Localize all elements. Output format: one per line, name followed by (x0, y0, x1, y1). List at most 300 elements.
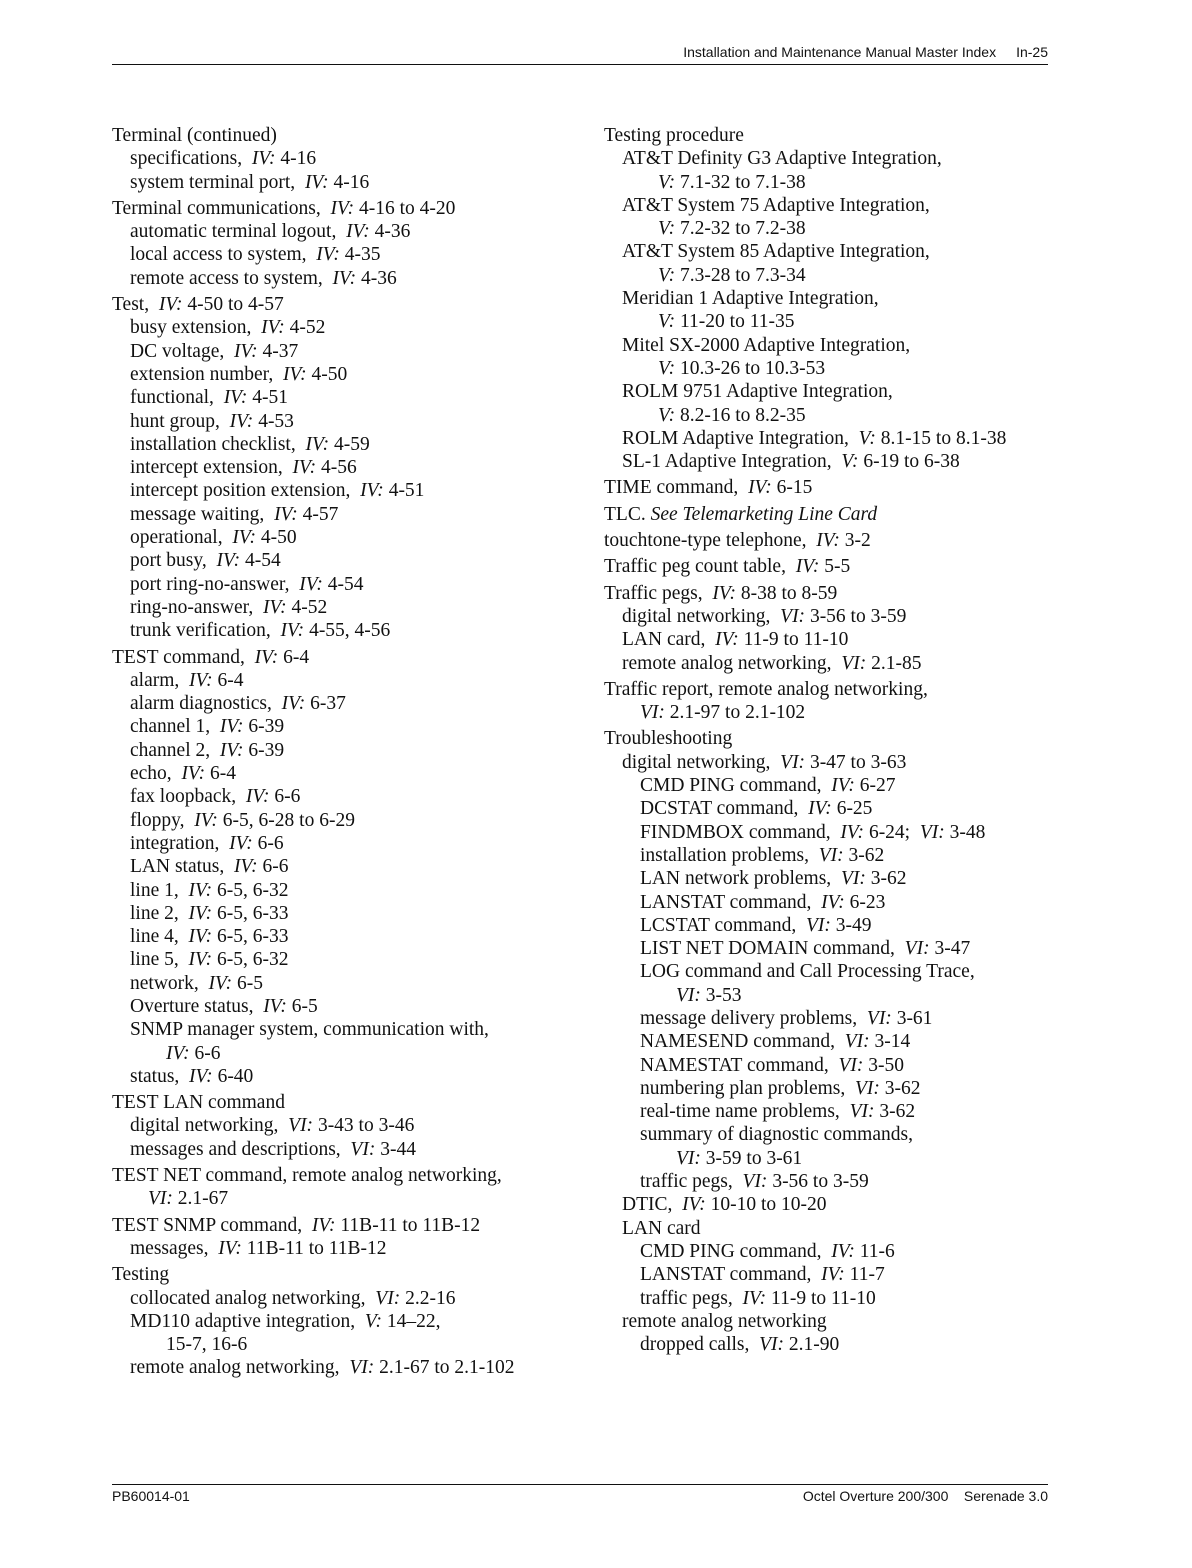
entry-text: TEST SNMP command, (112, 1214, 312, 1236)
header-rule (112, 64, 1048, 65)
volume-ref: VI: (904, 938, 930, 960)
entry-text: collocated analog networking, (130, 1287, 376, 1309)
index-subentry (604, 287, 1048, 334)
index-subentry (604, 450, 1048, 473)
volume-ref: IV: (189, 1065, 213, 1087)
entry-text: traffic pegs, (640, 1287, 743, 1309)
entry-text: LANSTAT command, (640, 1264, 822, 1286)
index-entry-line (130, 619, 582, 642)
index-entry-line (130, 692, 582, 715)
index-entry-line (130, 479, 582, 502)
index-subentry (112, 925, 582, 948)
index-entry-line (640, 1170, 1048, 1193)
volume-ref: IV: (299, 573, 323, 595)
entry-text: 11-7 (844, 1264, 885, 1286)
entry-text: 3-49 (830, 914, 872, 936)
index-entry-line (130, 879, 582, 902)
index-subentry (604, 937, 1048, 960)
entry-text: hunt group, (130, 410, 230, 432)
entry-text: line 4, (130, 926, 189, 948)
volume-ref: VI: (640, 702, 665, 724)
index-entry-line (604, 529, 1048, 552)
volume-ref: IV: (346, 221, 370, 243)
index-entry-line (622, 287, 1048, 310)
index-entry-line (130, 243, 582, 266)
index-entry-line (130, 526, 582, 549)
index-entry-continuation (622, 310, 1048, 333)
entry-text: NAMESEND command, (640, 1031, 845, 1053)
entry-text: 7.1-32 to 7.1-38 (675, 171, 806, 193)
index-entry-line (640, 1030, 1048, 1053)
volume-ref: IV: (262, 596, 287, 618)
entry-text: Overture status, (130, 995, 264, 1017)
index-entry-line (130, 549, 582, 572)
index-entry-line (622, 380, 1048, 403)
entry-text: operational, (130, 527, 233, 549)
volume-ref: IV: (831, 775, 855, 797)
entry-text: integration, (130, 832, 230, 854)
entry-text: 3-56 to 3-59 (805, 605, 907, 627)
entry-text: 4-50 (306, 363, 348, 385)
index-entry-line (112, 646, 582, 669)
entry-text: status, (130, 1065, 190, 1087)
entry-text: network, (130, 972, 209, 994)
entry-text: Mitel SX-2000 Adaptive Integration, (622, 334, 911, 356)
volume-ref: IV: (712, 582, 736, 604)
index-subentry (112, 692, 582, 715)
volume-ref: IV: (316, 244, 340, 266)
entry-text: 2.1-90 (784, 1334, 840, 1356)
entry-text: 6-4 (205, 763, 236, 785)
entry-text: ROLM Adaptive Integration, (622, 427, 859, 449)
entry-text: 4-53 (253, 410, 294, 432)
volume-ref: IV: (795, 556, 820, 578)
volume-ref: IV: (188, 949, 213, 971)
index-entry-line (130, 832, 582, 855)
index-entry-line (130, 1310, 582, 1333)
entry-text: messages and descriptions, (130, 1138, 351, 1160)
volume-ref: IV: (816, 530, 840, 552)
index-subentry (112, 855, 582, 878)
index-subentry (112, 549, 582, 572)
entry-text: 6-4 (212, 669, 244, 691)
index-subentry (604, 652, 1048, 675)
volume-ref: V: (841, 451, 859, 473)
index-entry-line (130, 855, 582, 878)
volume-ref: IV: (251, 148, 276, 170)
volume-ref: V: (658, 218, 676, 240)
volume-ref: VI: (855, 1077, 880, 1099)
index-entry-continuation (640, 1147, 1048, 1170)
entry-text: 6-5 (232, 972, 264, 994)
volume-ref: VI: (676, 984, 701, 1006)
entry-text: Testing procedure (604, 125, 744, 146)
entry-text: 4-54 (322, 573, 364, 595)
entry-text: channel 2, (130, 739, 220, 761)
entry-text: functional, (130, 387, 224, 409)
index-entry (112, 646, 582, 669)
volume-ref: VI: (349, 1357, 375, 1379)
index-entry-line (604, 727, 1048, 750)
index-entry (604, 503, 1048, 526)
entry-text: 8-38 to 8-59 (735, 582, 838, 604)
index-subentry (112, 456, 582, 479)
entry-text: 6-39 (243, 739, 285, 761)
volume-ref: IV: (742, 1287, 767, 1309)
index-entry-line (130, 1287, 582, 1310)
entry-text: 3-62 (879, 1077, 921, 1099)
index-subentry (112, 479, 582, 502)
entry-text: dropped calls, (640, 1334, 760, 1356)
index-subentry (112, 948, 582, 971)
index-subentry (604, 605, 1048, 628)
index-subentry (604, 1263, 1048, 1286)
index-entry-line (622, 652, 1048, 675)
index-entry-line (130, 948, 582, 971)
index-subentry (112, 596, 582, 619)
entry-text: 4-16 to 4-20 (354, 197, 456, 219)
entry-text: AT&T Definity G3 Adaptive Integration, (622, 148, 942, 170)
index-entry-line (622, 450, 1048, 473)
index-subentry (112, 1018, 582, 1065)
entry-text: 6-5, 6-28 to 6-29 (217, 809, 355, 831)
index-entry-line (604, 476, 1048, 499)
volume-ref: IV: (748, 477, 772, 499)
entry-text: 11B-11 to 11B-12 (335, 1214, 481, 1236)
index-entry-line (130, 340, 582, 363)
entry-text: MD110 adaptive integration, (130, 1310, 365, 1332)
entry-text: 4-55, 4-56 (304, 620, 391, 642)
index-entry-continuation (622, 404, 1048, 427)
index-subentry (604, 1333, 1048, 1356)
entry-text: line 1, (130, 879, 189, 901)
index-entry-line (640, 797, 1048, 820)
volume-ref: IV: (831, 1240, 855, 1262)
index-entry-line (622, 605, 1048, 628)
entry-text: Testing (112, 1264, 170, 1286)
entry-text: 5-5 (819, 556, 851, 578)
volume-ref: VI: (806, 914, 831, 936)
index-entry (112, 1164, 582, 1211)
index-entry (604, 678, 1048, 725)
entry-text: summary of diagnostic commands, (640, 1124, 913, 1146)
volume-ref: VI: (288, 1115, 314, 1137)
volume-ref: VI: (919, 821, 945, 843)
entry-text: 4-52 (286, 596, 328, 618)
volume-ref: V: (658, 404, 676, 426)
index-subentry (604, 194, 1048, 241)
volume-ref: IV: (292, 457, 317, 479)
index-subentry (112, 995, 582, 1018)
entry-text: 11B-11 to 11B-12 (241, 1237, 387, 1259)
entry-text: 3-56 to 3-59 (767, 1171, 869, 1193)
index-subentry (112, 340, 582, 363)
entry-text: 3-47 to 3-63 (805, 751, 907, 773)
index-subentry (112, 1114, 582, 1137)
index-entry-line (622, 147, 1048, 170)
entry-text: line 2, (130, 902, 189, 924)
index-column-left (112, 124, 582, 1380)
index-entry-continuation (622, 357, 1048, 380)
index-subentry (112, 316, 582, 339)
entry-text: 4-36 (369, 221, 411, 243)
entry-text: LAN status, (130, 856, 234, 878)
entry-text: TEST LAN command (112, 1092, 285, 1114)
volume-ref: IV: (360, 480, 384, 502)
entry-text: specifications, (130, 148, 252, 170)
entry-text: real-time name problems, (640, 1101, 850, 1123)
entry-text: SL-1 Adaptive Integration, (622, 451, 842, 473)
entry-text: 2.1-97 to 2.1-102 (664, 702, 806, 724)
index-entry-line (130, 456, 582, 479)
volume-ref: VI: (818, 844, 844, 866)
index-subentry (604, 240, 1048, 287)
entry-text: AT&T System 85 Adaptive Integration, (622, 241, 930, 263)
entry-text: installation checklist, (130, 433, 306, 455)
index-subentry (604, 1077, 1048, 1100)
index-entry-line (112, 1164, 582, 1187)
footer-product: Octel Overture 200/300 Serenade 3.0 (802, 1488, 1048, 1504)
index-entry-line (622, 1193, 1048, 1216)
index-entry-line (130, 762, 582, 785)
index-entry-line (130, 220, 582, 243)
index-subentry (112, 619, 582, 642)
volume-ref: IV: (208, 972, 233, 994)
entry-text: 7.3-28 to 7.3-34 (675, 264, 806, 286)
index-subentry (112, 1310, 582, 1357)
index-entry-line (130, 503, 582, 526)
entry-text: Terminal (continued) (112, 125, 277, 146)
index-entry-line (130, 1138, 582, 1161)
index-subentry (112, 739, 582, 762)
index-subentry (604, 1310, 1048, 1333)
entry-text: numbering plan problems, (640, 1077, 856, 1099)
header-page-number: In-25 (1016, 44, 1048, 60)
volume-ref: IV: (821, 891, 845, 913)
volume-ref: IV: (280, 620, 305, 642)
index-subentry (112, 879, 582, 902)
index-entry-line (640, 1054, 1048, 1077)
entry-text: 4-52 (284, 317, 326, 339)
index-entry-line (112, 124, 582, 147)
entry-text: LAN network problems, (640, 868, 841, 890)
entry-text: 10-10 to 10-20 (705, 1194, 827, 1216)
entry-text: messages, (130, 1237, 219, 1259)
index-subentry (112, 410, 582, 433)
volume-ref: V: (658, 264, 676, 286)
entry-text: 6-6 (189, 1042, 221, 1064)
index-subentry (604, 1287, 1048, 1310)
entry-text: 4-56 (316, 457, 357, 479)
index-entry-line (130, 147, 582, 170)
index-subentry (604, 797, 1048, 820)
index-entry-line (112, 197, 582, 220)
volume-ref: VI: (866, 1007, 892, 1029)
entry-text: LAN card (622, 1217, 701, 1239)
index-subentry (604, 380, 1048, 427)
volume-ref: IV: (304, 171, 329, 193)
volume-ref: IV: (232, 527, 256, 549)
entry-text: Traffic peg count table, (604, 556, 796, 578)
index-subentry (112, 972, 582, 995)
index-entry-line (604, 503, 1048, 526)
entry-text: 4-35 (339, 244, 381, 266)
entry-text: 7.2-32 to 7.2-38 (675, 218, 806, 240)
index-subentry (604, 1193, 1048, 1216)
entry-text: 4-16 (275, 148, 317, 170)
index-entry-line (622, 1310, 1048, 1333)
index-subentry (604, 1170, 1048, 1193)
volume-ref: VI: (844, 1031, 870, 1053)
index-entry-line (130, 925, 582, 948)
entry-text: TEST NET command, remote analog networking, (112, 1165, 502, 1187)
index-entry (604, 529, 1048, 552)
index-entry-line (640, 914, 1048, 937)
volume-ref: VI: (840, 868, 866, 890)
volume-ref: IV: (808, 798, 832, 820)
entry-text: extension number, (130, 363, 284, 385)
index-subentry (112, 433, 582, 456)
entry-text: automatic terminal logout, (130, 221, 347, 243)
index-subentry (604, 1123, 1048, 1170)
index-subentry (604, 914, 1048, 937)
entry-text: 6-4 (278, 646, 310, 668)
index-entry-line (130, 972, 582, 995)
index-entry-line (622, 628, 1048, 651)
index-entry-line (130, 433, 582, 456)
index-entry-line (130, 669, 582, 692)
volume-ref: VI: (759, 1334, 785, 1356)
index-subentry (112, 669, 582, 692)
entry-text: fax loopback, (130, 786, 246, 808)
index-entry-line (130, 267, 582, 290)
volume-ref: IV: (245, 786, 270, 808)
index-subentry (112, 1287, 582, 1310)
index-entry-line (640, 1333, 1048, 1356)
entry-text: system terminal port, (130, 171, 305, 193)
entry-text: intercept extension, (130, 457, 293, 479)
index-subentry (112, 503, 582, 526)
volume-ref: IV: (229, 832, 253, 854)
entry-text: LIST NET DOMAIN command, (640, 938, 905, 960)
index-subentry (112, 573, 582, 596)
entry-text: 6-40 (212, 1065, 254, 1087)
entry-text: 3-62 (874, 1101, 916, 1123)
volume-ref: IV: (305, 433, 330, 455)
index-subentry (112, 386, 582, 409)
entry-text: CMD PING command, (640, 1240, 832, 1262)
entry-text: 11-9 to 11-10 (738, 629, 849, 651)
index-entry-line (640, 844, 1048, 867)
index-entry-line (604, 678, 1048, 701)
index-entry-line (640, 960, 1048, 983)
index-entry-continuation (622, 264, 1048, 287)
entry-text: 6-6 (252, 832, 284, 854)
volume-ref: IV: (188, 902, 213, 924)
entry-text: message delivery problems, (640, 1007, 867, 1029)
volume-ref: IV: (261, 317, 285, 339)
volume-ref: VI: (350, 1138, 376, 1160)
entry-text: local access to system, (130, 244, 317, 266)
index-entry-line (622, 194, 1048, 217)
entry-text: 2.2-16 (400, 1287, 456, 1309)
index-entry (604, 555, 1048, 578)
index-entry-line (622, 240, 1048, 263)
entry-text: 6-5, 6-33 (212, 902, 289, 924)
index-entry-line (640, 867, 1048, 890)
entry-text: touchtone-type telephone, (604, 530, 817, 552)
entry-text: 8.2-16 to 8.2-35 (675, 404, 806, 426)
entry-text: 3-53 (700, 984, 742, 1006)
index-subentry (112, 363, 582, 386)
index-subentry (604, 751, 1048, 774)
entry-text: 3-48 (944, 821, 986, 843)
entry-text: LANSTAT command, (640, 891, 822, 913)
entry-text: 2.1-67 (172, 1188, 229, 1210)
index-entry (112, 293, 582, 316)
entry-text: line 5, (130, 949, 189, 971)
entry-text: 4-54 (240, 550, 281, 572)
volume-ref: VI: (375, 1287, 401, 1309)
index-subentry (604, 774, 1048, 797)
entry-text: 6-5 (286, 995, 318, 1017)
index-entry (112, 197, 582, 220)
entry-text: Traffic pegs, (604, 582, 713, 604)
index-entry (112, 1214, 582, 1237)
volume-ref: IV: (254, 646, 279, 668)
volume-ref: IV: (311, 1214, 336, 1236)
volume-ref: IV: (188, 926, 213, 948)
index-subentry (604, 1030, 1048, 1053)
entry-text: TIME command, (604, 477, 749, 499)
entry-text: LCSTAT command, (640, 914, 806, 936)
index-entry-line (130, 386, 582, 409)
index-entry-line (112, 1091, 582, 1114)
entry-text: alarm diagnostics, (130, 693, 282, 715)
entry-text: 3-2 (839, 530, 871, 552)
entry-text: 3-59 to 3-61 (700, 1147, 803, 1169)
index-entry-line (604, 124, 1048, 147)
entry-text: Test, (112, 294, 159, 316)
volume-ref: IV: (233, 340, 258, 362)
index-entry-line (640, 891, 1048, 914)
running-header (112, 44, 1048, 64)
index-entry-line (130, 902, 582, 925)
volume-ref: IV: (234, 856, 258, 878)
volume-ref: IV: (715, 629, 739, 651)
index-subentry (112, 526, 582, 549)
index-subentry (112, 809, 582, 832)
entry-text: 3-62 (865, 868, 907, 890)
volume-ref: IV: (263, 995, 287, 1017)
index-entry-continuation (604, 701, 1048, 724)
index-entry-line (640, 1100, 1048, 1123)
volume-ref: IV: (188, 879, 213, 901)
entry-text: 2.1-85 (866, 652, 922, 674)
entry-text: 4-37 (257, 340, 299, 362)
index-entry-line (112, 293, 582, 316)
entry-text: 6-6 (257, 856, 289, 878)
entry-text: digital networking, (622, 751, 781, 773)
index-entry-line (640, 1007, 1048, 1030)
entry-text: 6-27 (854, 775, 896, 797)
entry-text: 3-14 (869, 1031, 911, 1053)
index-entry-line (130, 1018, 582, 1041)
entry-text: 4-36 (356, 267, 397, 289)
entry-text: FINDMBOX command, (640, 821, 841, 843)
entry-text: AT&T System 75 Adaptive Integration, (622, 194, 930, 216)
index-entry-continuation (640, 984, 1048, 1007)
